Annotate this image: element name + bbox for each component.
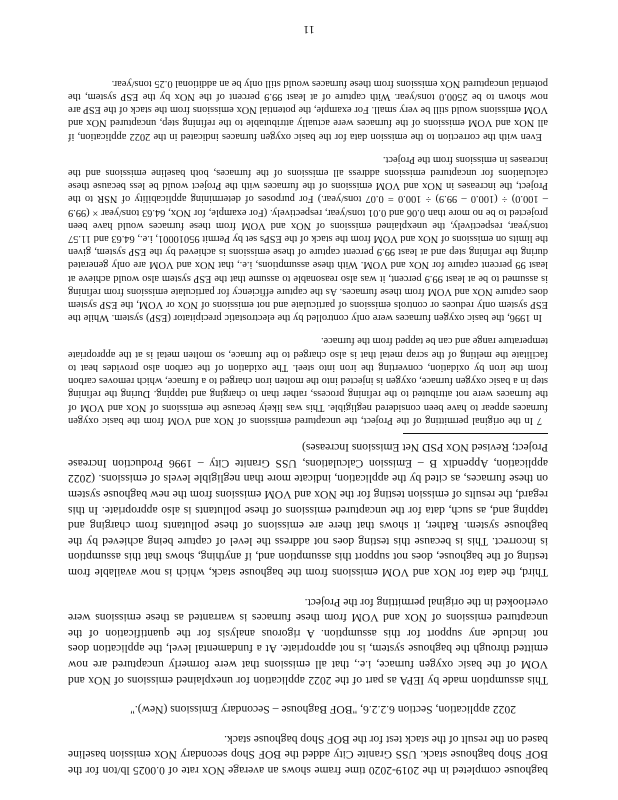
page-number: 11 <box>303 23 315 37</box>
body-paragraph-2: 2022 application, Section 6.2.2.6, "BOF Baghouse – Secondary Emissions (New)." <box>130 703 516 717</box>
footnote-1: 7 In the original permitting of the Project, the uncaptured emissions of NOx and VOM from the basic oxygen furnaces appear to have been considered negligible. This was likely because the emissions of NOx and VOM of the furnaces were not attributed to the refining process, rather than to charging and tapping. During the refining step in a basic oxygen furnace, oxygen is injected into the molten iron charged to a furnace, which removes carbon from the iron by oxidation, converting the iron into steel. The oxidation of the carbon also provides heat to facilitate the melting of the scrap metal that is also charged to the furnace, so molten metal is at the appropriate temperature range and can be tapped from the furnace. <box>68 335 548 426</box>
footnote-3: Even with the correction to the emission data for the basic oxygen furnaces indicated in the 2022 application, if all NOx and VOM emissions of the furnaces were actually attributable to the refining step, uncaptured NOx and VOM emissions would still be very small. For example, the potential NOx emissions from the stack of the ESP are now shown to be 2500.0 tons/year. With capture of at least 99.9 percent of the NOx by the ESP system, the potential uncaptured NOx emissions from these furnaces would still only be an additional 0.25 tons/year. <box>68 77 548 142</box>
footnote-separator <box>403 433 548 434</box>
document-content <box>68 77 548 778</box>
footnote-2: In 1996, the basic oxygen furnaces were only controlled by the electrostatic precipitator (ESP) system. While the ESP system only reduces or controls emissions of particulate and not emissions of NOx or VOM, the ESP system does capture NOx and VOM from these furnaces. As the capture efficiency for particulate emissions from refining is assumed to be at least 99.9 percent, it was also reasonable to assume that the ESP system also would achieve at least 99 percent capture for NOx and VOM. With these assumptions, i.e., that NOx and VOM are only generated during the refining step and at least 99.9 percent capture of these emissions is achieved by the ESP system, given the limits on emissions of NOx and VOM from the stack of the ESPs set by Permit 95010001, i.e., 64.63 and 11.57 tons/year, respectively, the unexplained emissions of NOx and VOM from these furnaces would have been projected to be no more than 0.06 and 0.01 tons/year, respectively. (For example, for NOx, 64.63 tons/year × (99.9 – 100.0) ÷ (100.0 – 99.9) ÷ 100.0 = 0.07 tons/year.) For purposes of determining applicability of NSR to the Project, the increases in NOx and VOM emissions of the furnaces with the Project would be less because these calculations for uncaptured emissions address all emissions of the furnaces, both baseline emissions and the increases in emissions from the Project. <box>68 153 548 324</box>
body-paragraph-4: Third, the data for NOx and VOM emissions from the baghouse stack, which is now available from testing of the baghouse, does not support this assumption and, if anything, shows that this assumption is incorrect. This is because this testing does not address the level of capture being achieved by the baghouse system. Rather, it shows that there are emissions of these pollutants from charging and tapping and, as such, data for the uncaptured emissions of these pollutants is also appropriate. In this regard, the results of emission testing for the NOx and VOM emissions from the new baghouse system on these furnaces, as cited by the application, indicate more than negligible levels of emissions. (2022 application, Appendix B – Emission Calculations, USS Granite City – 1996 Production Increase Project; Revised NOx PSD Net Emissions Increases) <box>68 441 548 580</box>
body-paragraph-3: This assumption made by IEPA as part of the 2022 application for unexplained emissions of NOx and VOM of the basic oxygen furnace, i.e., that all emissions that were formerly uncaptured are now emitted through the baghouse system, is not appropriate. At a fundamental level, the application does not include any support for this assumption. A rigorous analysis for the quantification of the uncaptured emissions of NOx and VOM from these furnaces is warranted as these emissions were overlooked in the original permitting for the Project. <box>68 595 548 687</box>
body-paragraph-1: baghouse completed in the 2019-2020 time frame shows an average NOx rate of 0.0025 lb/ton for the BOF Shop baghouse stack. USS Granite City added the BOF Shop secondary NOx emission baseline based on the result of the stack test for the BOF Shop baghouse stack. <box>68 732 548 777</box>
